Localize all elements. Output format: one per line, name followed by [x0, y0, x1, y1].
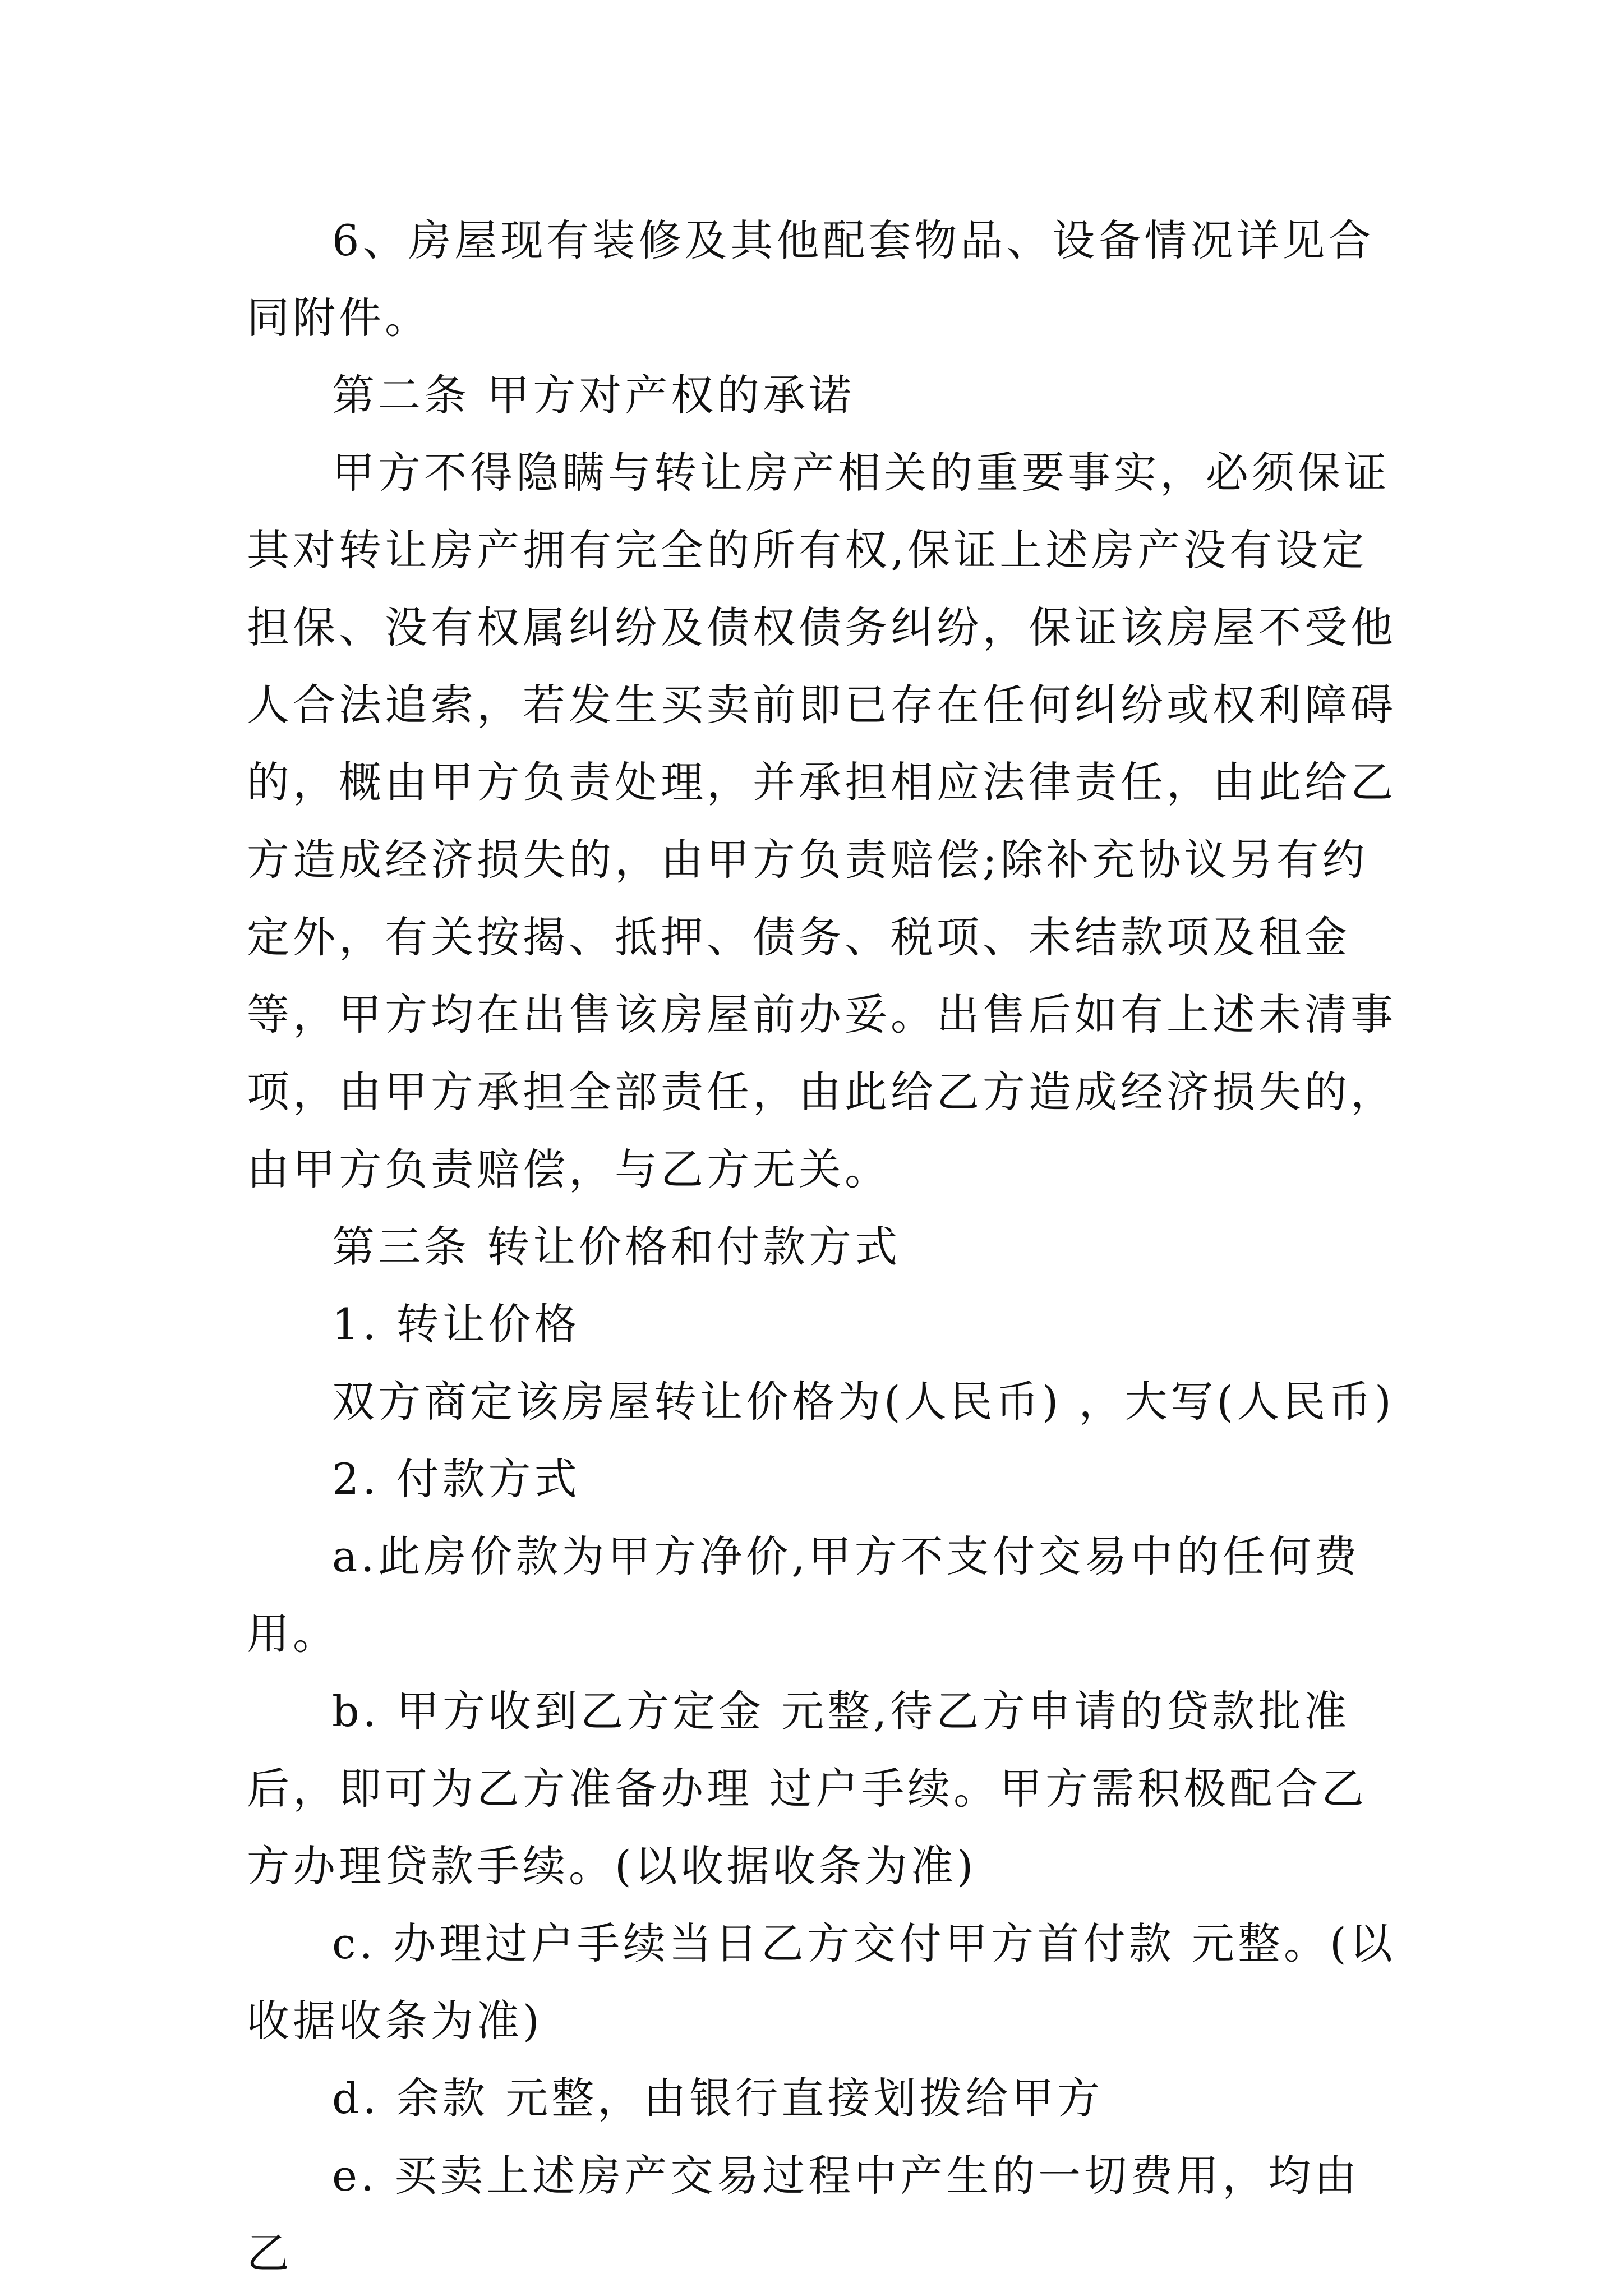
article-3-heading: 第三条 转让价格和付款方式 [332, 1222, 901, 1272]
payment-clause-c: c. 办理过户手续当日乙方交付甲方首付款 元整。(以收据收条为准) [247, 1918, 1396, 2046]
payment-clause-d: d. 余款 元整，由银行直接划拨给甲方 [332, 2073, 1104, 2123]
document-body [247, 202, 1402, 2292]
payment-subheading: 2. 付款方式 [332, 1454, 580, 1504]
paragraph-item-6-fixtures: 6、房屋现有装修及其他配套物品、设备情况详见合同附件。 [247, 215, 1375, 343]
payment-clause-b: b. 甲方收到乙方定金 元整,待乙方申请的贷款批准后，即可为乙方准备办理 过户手续。甲方需积极配合乙方办理贷款手续。(以收据收条为准) [247, 1686, 1368, 1891]
article-2-heading: 第二条 甲方对产权的承诺 [332, 370, 855, 420]
payment-clause-e: e. 买卖上述房产交易过程中产生的一切费用，均由乙 [247, 2151, 1361, 2278]
article-2-body: 甲方不得隐瞒与转让房产相关的重要事实，必须保证其对转让房产拥有完全的所有权,保证上述房产没有设定担保、没有权属纠纷及债权债务纠纷，保证该房屋不受他人合法追索，若发生买卖前即已存在任何纠纷或权利障碍的，概由甲方负责处理，并承担相应法律责任，由此给乙方造成经济损失的，由甲方负责赔偿;除补充协议另有约定外，有关按揭、抵押、债务、税项、未结款项及租金等，甲方均在出售该房屋前办妥。出售后如有上述未清事项，由甲方承担全部责任，由此给乙方造成经济损失的，由甲方负责赔偿，与乙方无关。 [247, 448, 1396, 1194]
payment-clause-a: a.此房价款为甲方净价,甲方不支付交易中的任何费用。 [247, 1531, 1361, 1659]
price-clause: 双方商定该房屋转让价格为(人民币) ，大写(人民币) [332, 1377, 1395, 1427]
price-subheading: 1. 转让价格 [332, 1299, 580, 1349]
